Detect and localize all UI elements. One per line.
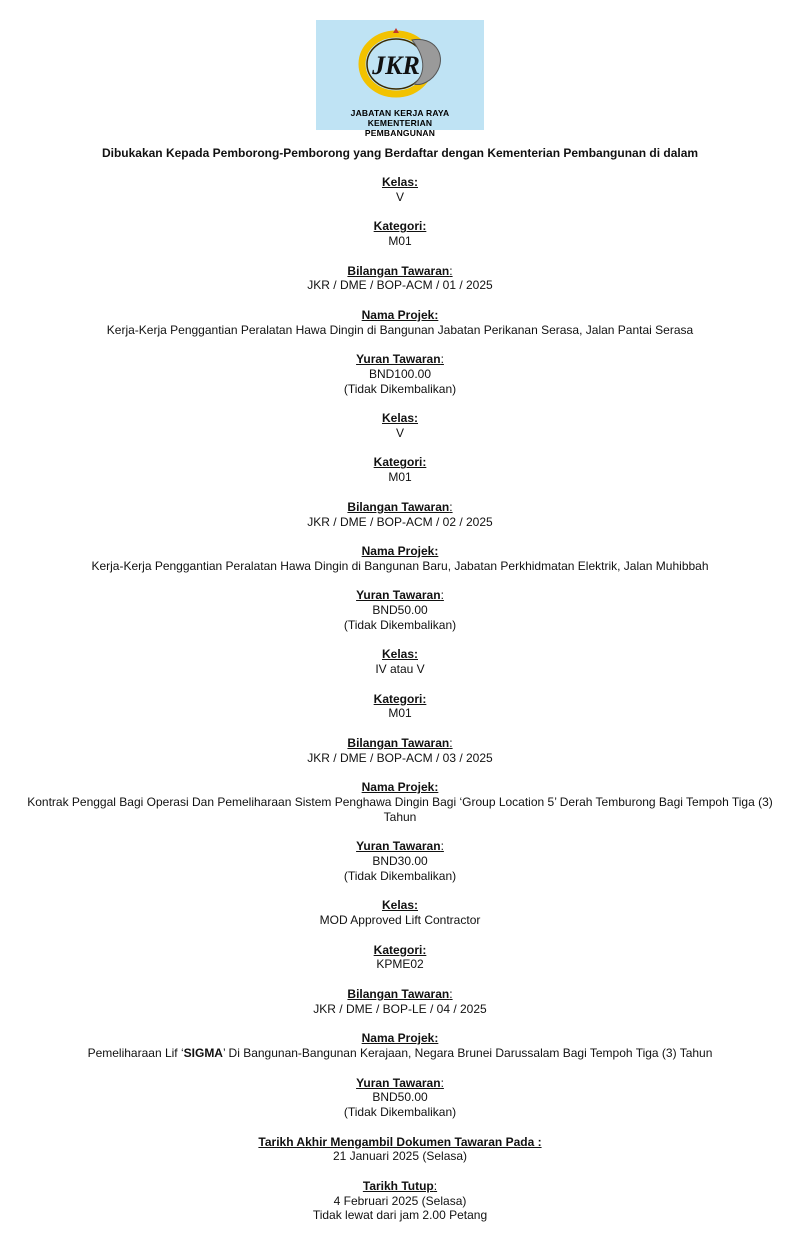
logo-monogram: JKR [372,51,420,80]
closing-block [20,1179,780,1223]
projek-label: Nama Projek: [361,780,439,795]
yuran-label: Yuran Tawaran: [356,588,444,603]
tender-list [20,175,780,1238]
kategori-label: Kategori: [373,455,427,470]
jkr-emblem-icon [352,24,448,104]
bilangan-label: Bilangan Tawaran: [347,735,453,750]
kategori-label: Kategori: [373,691,427,706]
projek-label: Nama Projek: [361,1031,439,1046]
kategori-value: M01 [388,234,412,249]
yuran-note: (Tidak Dikembalikan) [343,617,457,632]
yuran-value: BND100.00 [368,366,432,381]
projek-block [20,780,780,824]
bilangan-value: JKR / DME / BOP-ACM / 03 / 2025 [307,750,493,765]
closing-label: Tarikh Tutup: [362,1178,438,1193]
closing-note: Tidak lewat dari jam 2.00 Petang [312,1208,488,1223]
yuran-block [20,352,780,396]
projek-value: Kerja-Kerja Penggantian Peralatan Hawa Dingin di Bangunan Baru, Jabatan Perkhidmatan Elektrik, Jalan Muhibbah [91,558,709,573]
logo-line-1: JABATAN KERJA RAYA [350,108,450,118]
yuran-value: BND50.00 [372,1090,428,1105]
kelas-value: MOD Approved Lift Contractor [319,913,481,928]
kelas-block [20,175,780,205]
kategori-value: M01 [388,706,412,721]
yuran-value: BND30.00 [372,854,428,869]
projek-value: Kontrak Penggal Bagi Operasi Dan Pemeliharaan Sistem Penghawa Dingin Bagi ‘Group Location 5’ Derah Temburong Bagi Tempoh Tiga (3) Tahun [27,795,773,824]
kategori-block [20,219,780,249]
kelas-label: Kelas: [381,898,419,913]
projek-value: Kerja-Kerja Penggantian Peralatan Hawa Dingin di Bangunan Jabatan Perikanan Serasa, Jalan Pantai Serasa [106,322,694,337]
bilangan-value: JKR / DME / BOP-ACM / 02 / 2025 [307,514,493,529]
deadline-label: Tarikh Akhir Mengambil Dokumen Tawaran Pada : [258,1134,542,1149]
kelas-block [20,411,780,441]
deadline-block [20,1135,780,1165]
closing-value: 4 Februari 2025 (Selasa) [333,1193,467,1208]
projek-label: Nama Projek: [361,544,439,559]
kategori-value: M01 [388,470,412,485]
kelas-label: Kelas: [381,647,419,662]
kategori-label: Kategori: [373,219,427,234]
yuran-label: Yuran Tawaran: [356,839,444,854]
bilangan-block [20,264,780,294]
yuran-block [20,839,780,883]
yuran-note: (Tidak Dikembalikan) [343,1105,457,1120]
kelas-value: V [395,189,404,204]
deadline-value: 21 Januari 2025 (Selasa) [332,1149,468,1164]
projek-value: Pemeliharaan Lif ‘SIGMA’ Di Bangunan-Bangunan Kerajaan, Negara Brunei Darussalam Bagi Tempoh Tiga (3) Tahun [87,1046,713,1061]
kelas-label: Kelas: [381,175,419,189]
logo-line-3: PEMBANGUNAN [364,128,436,138]
bilangan-block [20,736,780,766]
kategori-block [20,943,780,973]
kategori-value: KPME02 [376,957,424,972]
projek-block [20,544,780,574]
bilangan-label: Bilangan Tawaran: [347,263,453,278]
jkr-logo [316,20,484,138]
yuran-label: Yuran Tawaran: [356,352,444,367]
kelas-value: IV atau V [375,662,425,677]
kelas-label: Kelas: [381,411,419,426]
yuran-block [20,588,780,632]
logo-line-2: KEMENTERIAN [367,118,433,128]
intro-text: Dibukakan Kepada Pemborong-Pemborong yang Berdaftar dengan Kementerian Pembangunan di dalam [101,146,699,160]
kelas-value: V [395,426,404,440]
yuran-note: (Tidak Dikembalikan) [343,381,457,396]
yuran-note: (Tidak Dikembalikan) [343,868,457,883]
projek-label: Nama Projek: [361,307,439,322]
bilangan-block [20,987,780,1017]
bilangan-label: Bilangan Tawaran: [347,986,453,1001]
bilangan-value: JKR / DME / BOP-LE / 04 / 2025 [313,1001,487,1016]
kategori-block [20,455,780,485]
kategori-block [20,692,780,722]
yuran-block [20,1076,780,1120]
projek-block [20,308,780,338]
projek-block [20,1031,780,1061]
yuran-label: Yuran Tawaran: [356,1075,444,1090]
bilangan-block [20,500,780,530]
kelas-block [20,898,780,928]
kelas-block [20,647,780,677]
bilangan-value: JKR / DME / BOP-ACM / 01 / 2025 [307,278,493,293]
kategori-label: Kategori: [373,942,427,957]
yuran-value: BND50.00 [372,603,428,618]
bilangan-label: Bilangan Tawaran: [347,499,453,514]
